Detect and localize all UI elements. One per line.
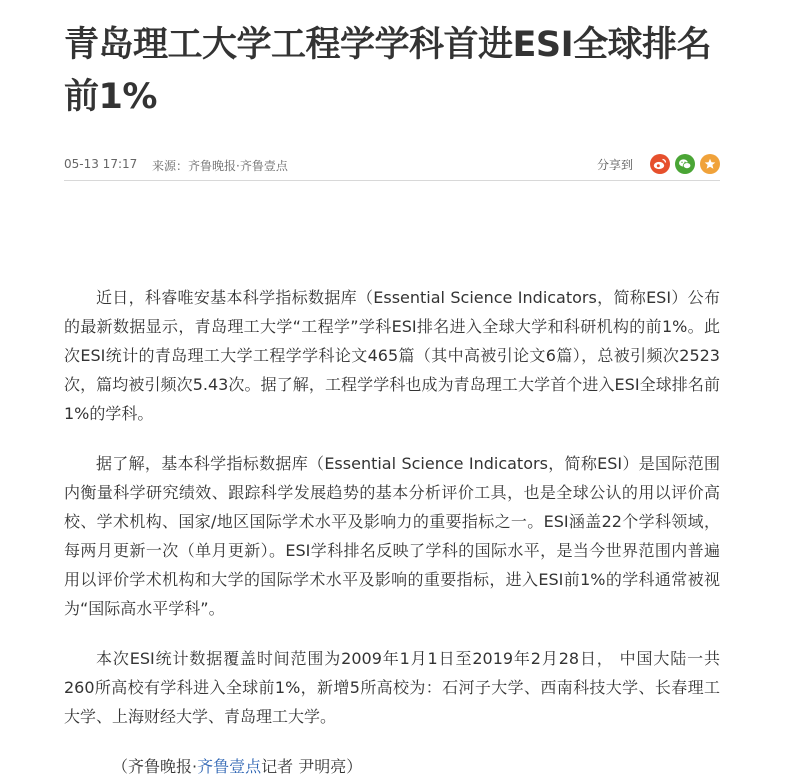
paragraph-3: 本次ESI统计数据覆盖时间范围为2009年1月1日至2019年2月28日， 中国大陆一共260所高校有学科进入全球前1%，新增5所高校为：石河子大学、西南科技大学、长春理工大学、上海财经大学、青岛理工大学。 [64, 649, 720, 726]
source-name: 齐鲁晚报·齐鲁壹点 [188, 159, 288, 173]
qilu-yidian-link[interactable]: 齐鲁壹点 [197, 757, 262, 776]
credit-reporter: 记者 尹明亮） [261, 757, 363, 776]
source [152, 157, 288, 174]
share-label: 分享到 [596, 157, 633, 172]
share-bar [597, 151, 720, 177]
wechat-icon[interactable] [675, 154, 695, 174]
article-meta [64, 151, 720, 181]
author-credit [64, 752, 720, 781]
credit-open: （齐鲁晚报· [112, 757, 198, 776]
publish-time: 05-13 17:17 [64, 157, 138, 171]
article-body [64, 283, 720, 781]
article [64, 0, 720, 776]
source-label: 来源： [152, 159, 189, 173]
favorite-icon[interactable] [700, 154, 720, 174]
article-title: 青岛理工大学工程学学科首进ESI全球排名前1% [64, 25, 712, 117]
paragraph-1: 近日，科睿唯安基本科学指标数据库（Essential Science Indicators，简称ESI）公布的最新数据显示，青岛理工大学“工程学”学科ESI排名进入全球大学和科研机构的前1%。此次ESI统计的青岛理工大学工程学学科论文465篇（其中高被引论文6篇），总被引频次2523次，篇均被引频次5.43次。据了解，工程学学科也成为青岛理工大学首个进入ESI全球排名前1%的学科。 [64, 288, 720, 423]
paragraph-2: 据了解，基本科学指标数据库（Essential Science Indicators，简称ESI）是国际范围内衡量科学研究绩效、跟踪科学发展趋势的基本分析评价工具，也是全球公认的用以评价高校、学术机构、国家/地区国际学术水平及影响力的重要指标之一。ESI涵盖22个学科领域，每两月更新一次（单月更新）。ESI学科排名反映了学科的国际水平，是当今世界范围内普遍用以评价学术机构和大学的国际学术水平及影响的重要指标，进入ESI前1%的学科通常被视为“国际高水平学科”。 [64, 454, 720, 618]
weibo-icon[interactable] [650, 154, 670, 174]
